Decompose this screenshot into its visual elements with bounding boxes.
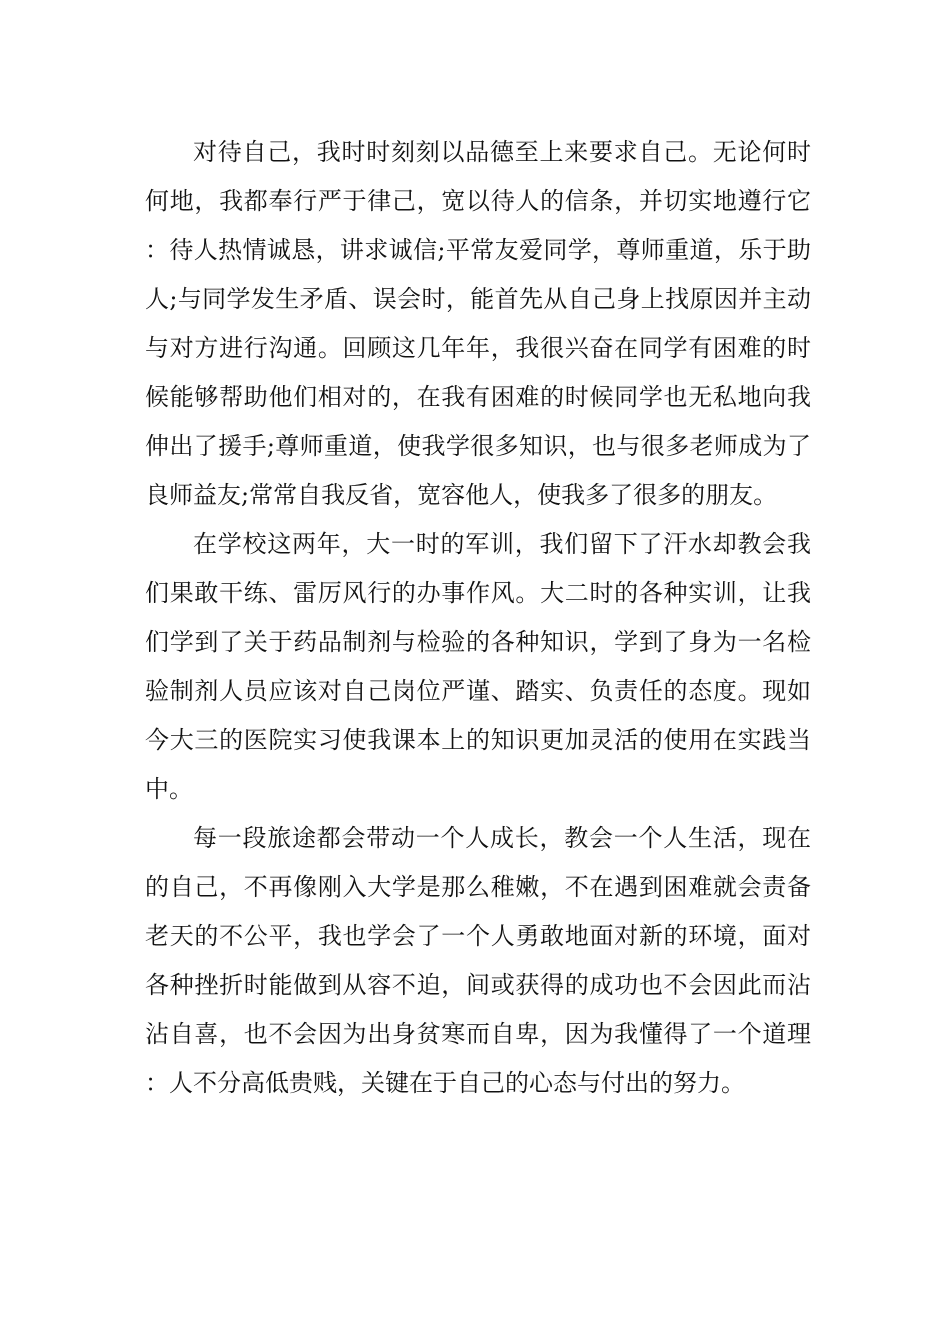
document-body: [145, 128, 811, 1108]
paragraph-school-experience: 在学校这两年，大一时的军训，我们留下了汗水却教会我们果敢干练、雷厉风行的办事作风。大二时的各种实训，让我们学到了关于药品制剂与检验的各种知识，学到了身为一名检验制剂人员应该对自己岗位严谨、踏实、负责任的态度。现如今大三的医院实习使我课本上的知识更加灵活的使用在实践当中。: [145, 530, 811, 803]
paragraph-self-discipline: 对待自己，我时时刻刻以品德至上来要求自己。无论何时何地，我都奉行严于律己，宽以待人的信条，并切实地遵行它：待人热情诚恳，讲求诚信;平常友爱同学，尊师重道，乐于助人;与同学发生矛盾、误会时，能首先从自己身上找原因并主动与对方进行沟通。回顾这几年年，我很兴奋在同学有困难的时候能够帮助他们相对的，在我有困难的时候同学也无私地向我伸出了援手;尊师重道，使我学很多知识，也与很多老师成为了良师益友;常常自我反省，宽容他人，使我多了很多的朋友。: [145, 138, 811, 509]
paragraph-personal-growth: 每一段旅途都会带动一个人成长，教会一个人生活，现在的自己，不再像刚入大学是那么稚嫩，不在遇到困难就会责备老天的不公平，我也学会了一个人勇敢地面对新的环境，面对各种挫折时能做到从容不迫，间或获得的成功也不会因此而沾沾自喜，也不会因为出身贫寒而自卑，因为我懂得了一个道理：人不分高低贵贱，关键在于自己的心态与付出的努力。: [145, 824, 811, 1097]
